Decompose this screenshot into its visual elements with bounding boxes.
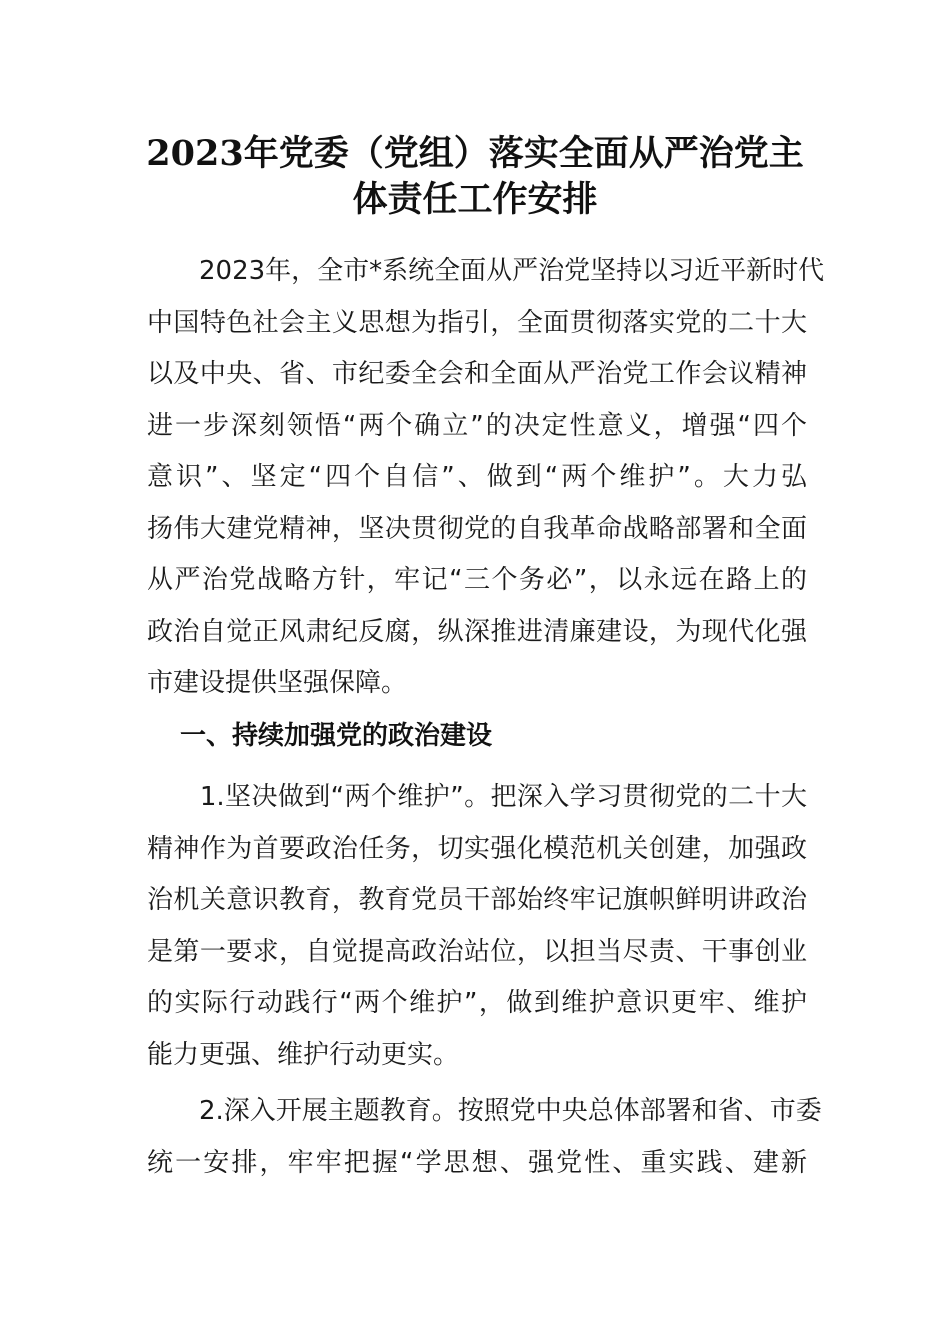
paragraph-line: 市建设提供坚强保障。 — [147, 668, 408, 698]
paragraph-line: 以及中央、省、市纪委全会和全面从严治党工作会议精神 — [147, 359, 807, 389]
paragraph-line: 从严治党战略方针，牢记“三个务必”，以永远在路上的 — [147, 565, 807, 595]
paragraph-line: 统一安排，牢牢把握“学思想、强党性、重实践、建新 — [147, 1147, 807, 1178]
intro-paragraph — [147, 246, 825, 710]
paragraph-line: 2023年，全市*系统全面从严治党坚持以习近平新时代 — [147, 256, 825, 286]
paragraph-line: 的实际行动践行“两个维护”，做到维护意识更牢、维护 — [147, 988, 807, 1018]
section-heading: 一、持续加强党的政治建设 — [180, 721, 493, 751]
paragraph-line: 是第一要求，自觉提高政治站位，以担当尽责、干事创业 — [147, 936, 807, 967]
document-title-line2: 体责任工作安排 — [352, 179, 598, 220]
document-title-line1: 2023年党委（党组）落实全面从严治党主 — [146, 133, 804, 174]
paragraph-line: 能力更强、维护行动更实。 — [147, 1039, 460, 1070]
paragraph-line: 进一步深刻领悟“两个确立”的决定性意义，增强“四个 — [147, 410, 807, 441]
paragraph-line: 2.深入开展主题教育。按照党中央总体部署和省、市委 — [147, 1096, 822, 1126]
paragraph-line: 政治自觉正风肃纪反腐，纵深推进清廉建设，为现代化强 — [147, 616, 807, 647]
item-1-paragraph — [147, 772, 807, 1081]
paragraph-line: 意识”、坚定“四个自信”、做到“两个维护”。大力弘 — [147, 462, 807, 492]
paragraph-line: 治机关意识教育，教育党员干部始终牢记旗帜鲜明讲政治 — [147, 885, 807, 915]
item-2-paragraph — [147, 1086, 822, 1189]
paragraph-line: 扬伟大建党精神，坚决贯彻党的自我革命战略部署和全面 — [147, 513, 807, 544]
paragraph-line: 中国特色社会主义思想为指引，全面贯彻落实党的二十大 — [147, 307, 807, 338]
paragraph-line: 1.坚决做到“两个维护”。把深入学习贯彻党的二十大 — [147, 782, 807, 812]
paragraph-line: 精神作为首要政治任务，切实强化模范机关创建，加强政 — [147, 833, 807, 864]
